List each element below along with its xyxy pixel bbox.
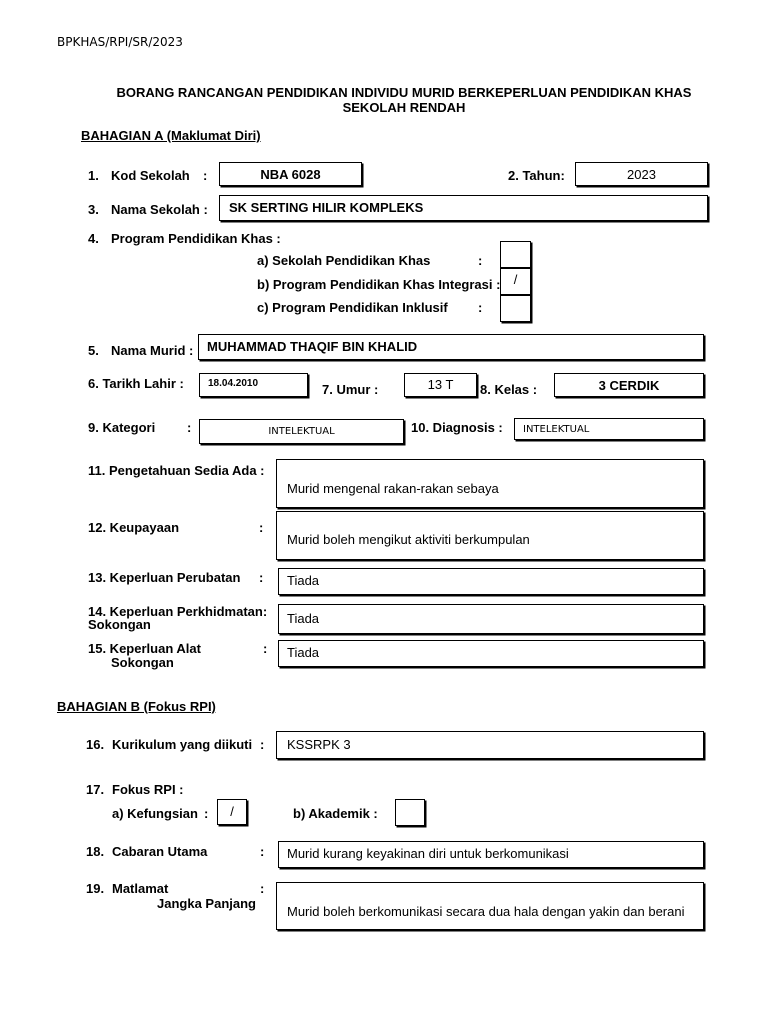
form-title-line2: SEKOLAH RENDAH — [342, 100, 466, 115]
tarikh-lahir-label: 6. Tarikh Lahir : — [88, 376, 184, 391]
document-code: BPKHAS/RPI/SR/2023 — [57, 35, 183, 49]
kod-sekolah-colon: : — [203, 168, 208, 183]
keupayaan-colon: : — [259, 520, 264, 535]
kurikulum-field[interactable]: KSSRPK 3 — [276, 731, 704, 759]
kefungsian-colon: : — [204, 806, 209, 821]
kategori-field[interactable]: INTELEKTUAL — [199, 419, 404, 444]
umur-label: 7. Umur : — [322, 382, 379, 397]
keupayaan-field[interactable]: Murid boleh mengikut aktiviti berkumpulan — [276, 511, 704, 560]
matlamat-label-line2: Jangka Panjang — [157, 896, 256, 911]
kefungsian-label: a) Kefungsian — [112, 806, 198, 821]
program-option-a-colon: : — [478, 253, 483, 268]
kelas-field[interactable]: 3 CERDIK — [554, 373, 704, 397]
nama-murid-number: 5. — [88, 343, 99, 358]
perkhidmatan-field[interactable]: Tiada — [278, 604, 704, 634]
matlamat-number: 19. — [86, 881, 105, 896]
kurikulum-number: 16. — [86, 737, 105, 752]
kategori-label: 9. Kategori — [88, 420, 156, 435]
alat-colon: : — [263, 641, 268, 656]
kurikulum-label: Kurikulum yang diikuti — [112, 737, 253, 752]
pengetahuan-label: 11. Pengetahuan Sedia Ada : — [88, 463, 265, 478]
program-label: Program Pendidikan Khas : — [111, 231, 281, 246]
tahun-label: 2. Tahun: — [508, 168, 565, 183]
kefungsian-checkbox[interactable]: / — [217, 799, 247, 825]
nama-murid-label: Nama Murid : — [111, 343, 194, 358]
kategori-colon: : — [187, 420, 192, 435]
program-option-a-checkbox[interactable] — [500, 241, 531, 268]
kurikulum-colon: : — [260, 737, 265, 752]
akademik-checkbox[interactable] — [395, 799, 425, 826]
alat-label-line2: Sokongan — [111, 655, 174, 670]
perubatan-colon: : — [259, 570, 264, 585]
kelas-label: 8. Kelas : — [480, 382, 538, 397]
diagnosis-label: 10. Diagnosis : — [411, 420, 503, 435]
section-b-heading: BAHAGIAN B (Fokus RPI) — [57, 699, 216, 714]
matlamat-field[interactable]: Murid boleh berkomunikasi secara dua hala dengan yakin dan berani — [276, 882, 704, 930]
program-option-c-checkbox[interactable] — [500, 295, 531, 322]
perubatan-field[interactable]: Tiada — [278, 568, 704, 595]
tarikh-lahir-field[interactable]: 18.04.2010 — [199, 373, 308, 397]
perubatan-label: 13. Keperluan Perubatan — [88, 570, 241, 585]
fokus-number: 17. — [86, 782, 105, 797]
form-title-line1: BORANG RANCANGAN PENDIDIKAN INDIVIDU MURID BERKEPERLUAN PENDIDIKAN KHAS — [116, 85, 692, 100]
section-a-heading: BAHAGIAN A (Maklumat Diri) — [81, 128, 261, 143]
pengetahuan-field[interactable]: Murid mengenal rakan-rakan sebaya — [276, 459, 704, 508]
kod-sekolah-label: Kod Sekolah — [111, 168, 190, 183]
matlamat-colon: : — [260, 881, 265, 896]
program-number: 4. — [88, 231, 99, 246]
cabaran-colon: : — [260, 844, 265, 859]
program-option-c-label: c) Program Pendidikan Inklusif — [257, 300, 448, 315]
umur-field[interactable]: 13 T — [404, 373, 477, 397]
kod-sekolah-number: 1. — [88, 168, 99, 183]
matlamat-label: Matlamat — [112, 881, 169, 896]
nama-sekolah-number: 3. — [88, 202, 99, 217]
alat-label: 15. Keperluan Alat — [88, 641, 201, 656]
nama-sekolah-label: Nama Sekolah : — [111, 202, 208, 217]
tahun-field[interactable]: 2023 — [575, 162, 708, 186]
kod-sekolah-field[interactable]: NBA 6028 — [219, 162, 362, 186]
program-option-b-label: b) Program Pendidikan Khas Integrasi : — [257, 277, 501, 292]
alat-field[interactable]: Tiada — [278, 640, 704, 667]
nama-murid-field[interactable]: MUHAMMAD THAQIF BIN KHALID — [198, 334, 704, 360]
cabaran-field[interactable]: Murid kurang keyakinan diri untuk berkomunikasi — [278, 841, 704, 868]
program-option-c-colon: : — [478, 300, 483, 315]
cabaran-label: Cabaran Utama — [112, 844, 208, 859]
program-option-a-label: a) Sekolah Pendidikan Khas — [257, 253, 431, 268]
akademik-label: b) Akademik : — [293, 806, 378, 821]
perkhidmatan-label: 14. Keperluan Perkhidmatan: — [88, 604, 268, 619]
cabaran-number: 18. — [86, 844, 105, 859]
keupayaan-label: 12. Keupayaan — [88, 520, 180, 535]
program-option-b-checkbox[interactable]: / — [500, 268, 531, 295]
fokus-label: Fokus RPI : — [112, 782, 184, 797]
nama-sekolah-field[interactable]: SK SERTING HILIR KOMPLEKS — [219, 195, 708, 221]
diagnosis-field[interactable]: INTELEKTUAL — [514, 418, 704, 440]
perkhidmatan-label-line2: Sokongan — [88, 617, 151, 632]
